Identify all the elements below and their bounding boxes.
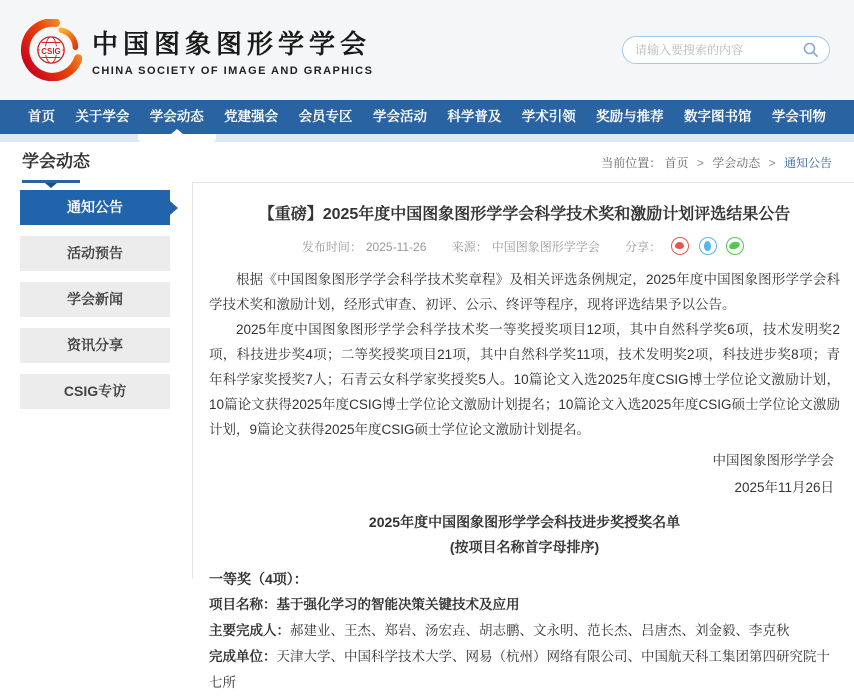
project-name-label: 项目名称： (209, 597, 277, 612)
nav-item-activities[interactable]: 学会活动 (372, 109, 427, 124)
paragraph: 根据《中国图象图形学学会科学技术奖章程》及相关评选条例规定，2025年度中国图象图形学学会科学技术奖和激励计划，经形式审查、初评、公示、终评等程序，现将评选结果予以公告。 (209, 272, 840, 312)
paragraph: 2025年度中国图象图形学学会科学技术奖一等奖授奖项目12项，其中自然科学奖6项，技术发明奖2项，科技进步奖4项；二等奖授奖项目21项，其中自然科学奖11项，技术发明奖2项，科技进步奖8项；青年科学家奖授奖7人；石青云女科学家奖授奖5人。10篇论文入选2025年度CSIG博士学位论文激励计划，10篇论文获得2025年度CSIG博士学位论文激励计划提名；10篇论文入选2025年度CSIG硕士学位论文激励计划，9篇论文获得2025年度CSIG硕士学位论文激励计划提名。 (209, 322, 840, 437)
people-label: 主要完成人： (209, 623, 290, 638)
breadcrumb-separator: > (768, 155, 776, 170)
main-nav (0, 100, 854, 134)
article-body (209, 267, 840, 696)
breadcrumb-prefix: 当前位置： (601, 155, 662, 170)
breadcrumb-separator: > (696, 155, 704, 170)
sidebar-item-society-news[interactable]: 学会新闻 (20, 282, 170, 317)
page-title: 学会动态 (22, 152, 90, 171)
source-label: 来源： (451, 240, 488, 254)
source: 中国图象图形学学会 (491, 240, 600, 254)
site-title-cn: 中国图象图形学学会 (92, 28, 372, 59)
qq-share-icon[interactable] (699, 237, 717, 255)
signature-block (209, 447, 840, 501)
logo-emblem-text: CSIG (41, 46, 61, 56)
article-content (192, 182, 854, 690)
award-entry-people (209, 618, 840, 644)
signature-org: 中国图象图形学学会 (712, 453, 834, 468)
sidebar (0, 182, 170, 579)
sidebar-item-notices[interactable]: 通知公告 (20, 190, 170, 225)
award-list-subtitle: (按项目名称首字母排序) (449, 539, 600, 555)
people-value: 郝建业、王杰、郑岩、汤宏垚、胡志鹏、文永明、范长杰、吕唐杰、刘金毅、李克秋 (290, 623, 790, 638)
wechat-share-icon[interactable] (726, 237, 744, 255)
article-meta (209, 237, 840, 255)
breadcrumb-society-news[interactable]: 学会动态 (712, 155, 761, 170)
share-label: 分享： (625, 240, 662, 254)
nav-strip (0, 134, 854, 142)
search-box (622, 36, 830, 64)
unit-label: 完成单位： (209, 649, 277, 664)
sidebar-item-event-previews[interactable]: 活动预告 (20, 236, 170, 271)
publish-time-label: 发布时间： (301, 240, 362, 254)
nav-item-science-popularization[interactable]: 科学普及 (447, 109, 502, 124)
nav-item-about[interactable]: 关于学会 (75, 109, 130, 124)
search-input[interactable] (622, 36, 830, 64)
main-area (0, 182, 854, 690)
nav-item-members[interactable]: 会员专区 (298, 109, 353, 124)
nav-item-party-building[interactable]: 党建强会 (224, 109, 279, 124)
sidebar-item-csig-interviews[interactable]: CSIG专访 (20, 374, 170, 409)
site-logo[interactable] (20, 19, 373, 81)
csig-logo-icon (20, 19, 82, 81)
unit-value: 天津大学、中国科学技术大学、网易（杭州）网络有限公司、中国航天科工集团第四研究院十七所 (209, 649, 830, 690)
nav-item-awards[interactable]: 奖励与推荐 (596, 109, 664, 124)
search-icon[interactable] (802, 41, 820, 59)
site-header (0, 0, 854, 100)
section-header (0, 142, 854, 182)
breadcrumb-current[interactable]: 通知公告 (783, 155, 832, 170)
signature-date: 2025年11月26日 (734, 480, 834, 495)
section-title-wrap (22, 141, 90, 183)
breadcrumb-home[interactable]: 首页 (664, 155, 689, 170)
section-title-underline (22, 180, 80, 183)
award-entry-project-name (209, 592, 840, 618)
award-list-title: 2025年度中国图象图形学学会科技进步奖授奖名单 (368, 514, 681, 530)
weibo-share-icon[interactable] (671, 237, 689, 255)
nav-item-home[interactable]: 首页 (28, 109, 55, 124)
award-grade: 一等奖（4项）： (209, 571, 308, 587)
site-title-en: CHINA SOCIETY OF IMAGE AND GRAPHICS (92, 64, 374, 77)
nav-item-society-news[interactable]: 学会动态 (150, 100, 204, 134)
nav-item-academic-leading[interactable]: 学术引领 (521, 109, 576, 124)
award-entry-unit (209, 644, 840, 696)
sidebar-item-info-sharing[interactable]: 资讯分享 (20, 328, 170, 363)
project-name-value: 基于强化学习的智能决策关键技术及应用 (276, 597, 520, 612)
publish-time: 2025-11-26 (365, 240, 427, 254)
breadcrumb (601, 154, 832, 171)
nav-item-journals[interactable]: 学会刊物 (771, 109, 826, 124)
nav-item-digital-library[interactable]: 数字图书馆 (684, 109, 752, 124)
article-title: 【重磅】2025年度中国图象图形学学会科学技术奖和激励计划评选结果公告 (258, 206, 791, 223)
logo-text (92, 24, 373, 77)
